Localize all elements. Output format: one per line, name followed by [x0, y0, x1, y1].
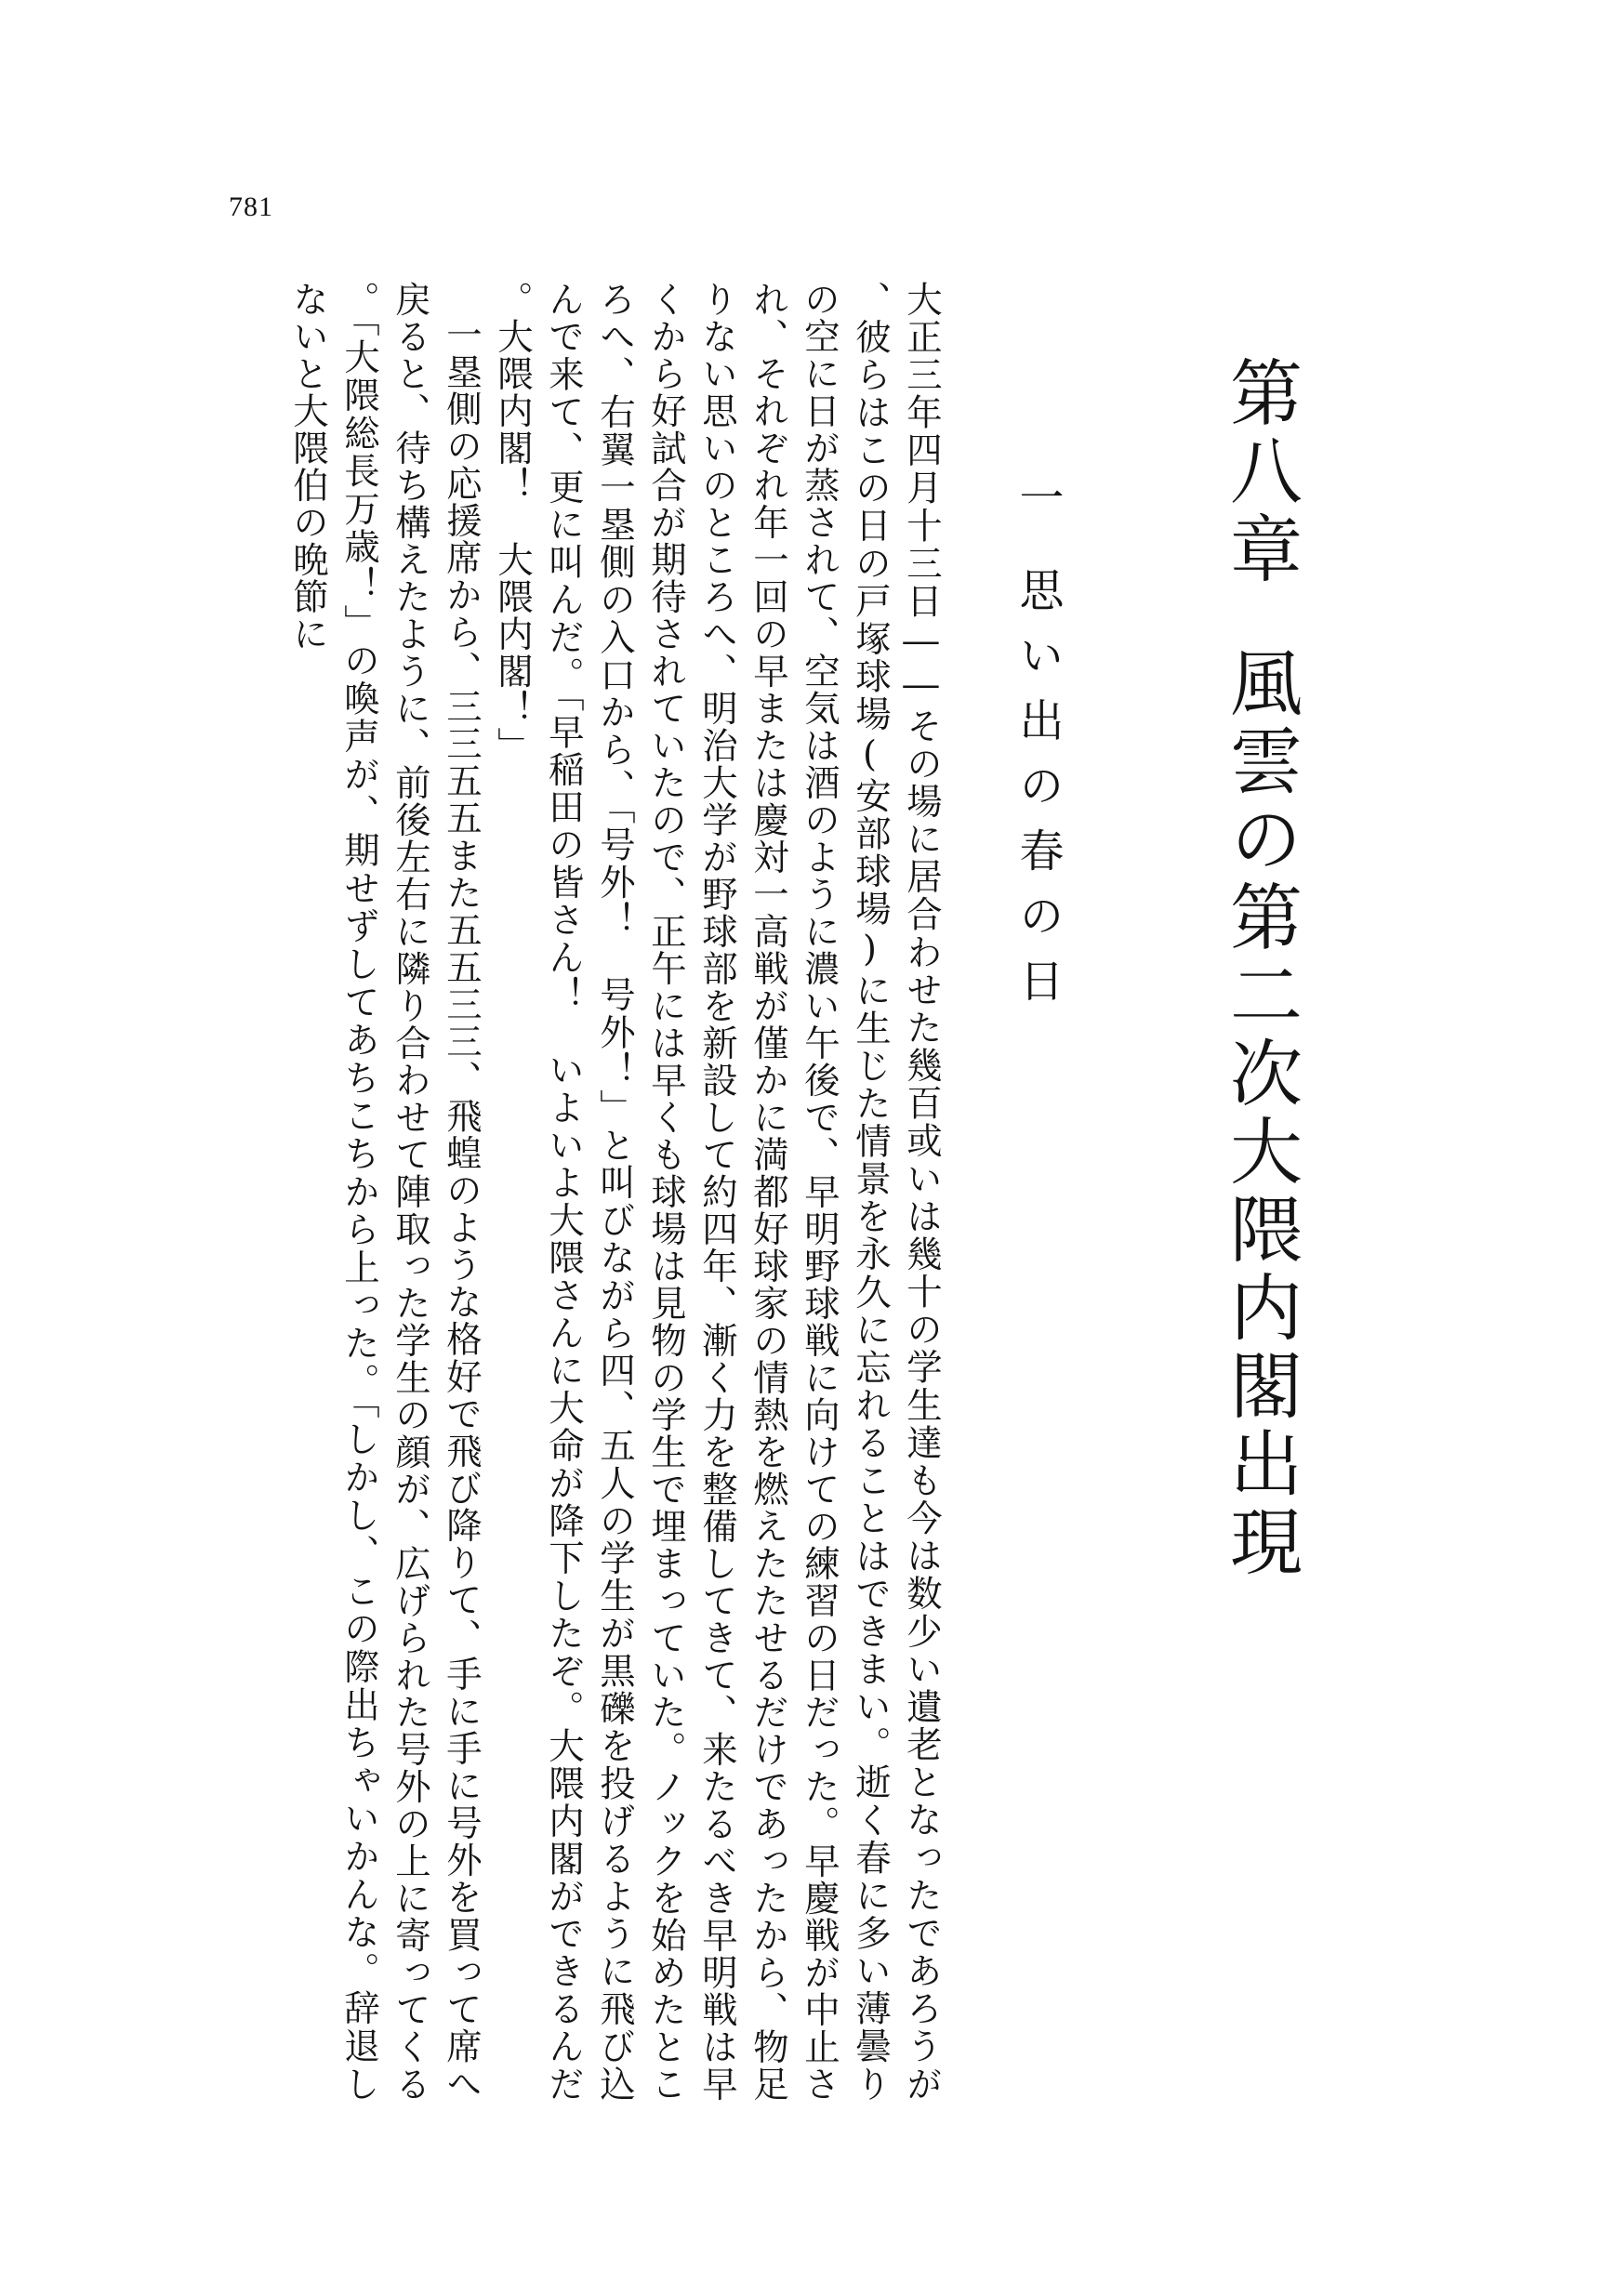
page-number: 781 — [229, 191, 273, 222]
section-title: 思い出の春の日 — [1012, 567, 1064, 1023]
body-text — [282, 281, 946, 2103]
paragraph-1: 大正三年四月十三日――その場に居合わせた幾百或いは幾十の学生達も今は数少い遺老となったであろうが、彼らはこの日の戸塚球場(安部球場)に生じた情景を永久に忘れることはできまい。逝く春に多い薄曇りの空に日が蒸されて、空気は酒のように濃い午後で、早明野球戦に向けての練習の日だった。早慶戦が中止され、それぞれ年一回の早または慶対一高戦が僅かに満都好球家の情熱を燃えたたせるだけであったから、物足りない思いのところへ、明治大学が野球部を新設して約四年、漸く力を整備してきて、来たるべき早明戦は早くから好試合が期待されていたので、正午には早くも球場は見物の学生で埋まっていた。ノックを始めたところへ、右翼一塁側の入口から、「号外！ 号外！」と叫びながら四、五人の学生が黒礫を投げるように飛び込んで来て、更に叫んだ。「早稲田の皆さん！ いよいよ大隈さんに大命が降下したぞ。大隈内閣ができるんだ。大隈内閣！ 大隈内閣！」 — [491, 281, 942, 2103]
chapter-label: 第八章 — [1218, 355, 1302, 589]
paragraph-2: 一塁側の応援席から、三三五五また五五三三、飛蝗のような格好で飛び降りて、手に手に号外を買って席へ戻ると、待ち構えたように、前後左右に隣り合わせて陣取った学生の顔が、広げられた号外の上に寄ってくる。「大隈総長万歳！」の喚声が、期せずしてあちこちから上った。「しかし、この際出ちゃいかんな。辞退しないと大隈伯の晩節に — [286, 281, 482, 2103]
chapter-title: 風雲の第二次大隈内閣出現 — [1218, 645, 1302, 1582]
section-heading — [1006, 474, 1070, 1023]
section-number: 一 — [1012, 474, 1064, 539]
chapter-heading — [1208, 355, 1312, 1582]
